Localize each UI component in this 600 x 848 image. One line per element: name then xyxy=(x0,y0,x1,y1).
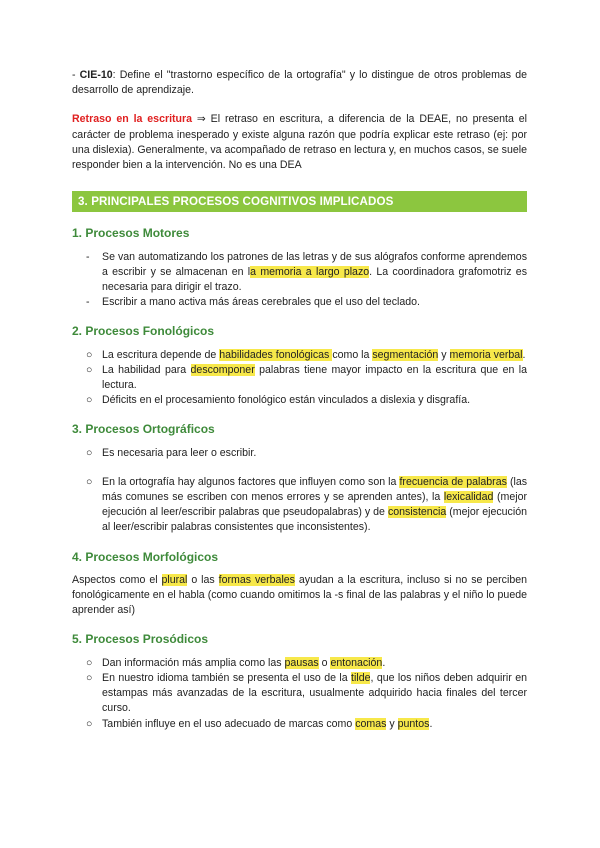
text: y xyxy=(438,348,450,361)
text: La escritura depende de xyxy=(102,348,220,361)
list-item xyxy=(72,475,527,536)
list-item xyxy=(72,295,527,310)
text: palabras tiene mayor impacto en la escritura que en la lectura. xyxy=(102,363,527,392)
highlight: consistencia xyxy=(387,506,447,519)
highlight: pausas xyxy=(284,656,319,669)
highlight: descomponer xyxy=(190,363,255,376)
dash: - xyxy=(72,69,80,81)
text: En nuestro idioma también se presenta el uso de la xyxy=(102,671,352,684)
retraso-text: ⇒ El retraso en escritura, a diferencia de la DEAE, no presenta el carácter de problema inesperado y existe alguna razón que podría explicar este retraso (ej: por una dislexia). Generalmente, va acompañado de retraso en lectura y, en muchos casos, se suele responder bien a la intervención. No es una DEA xyxy=(72,113,528,172)
text: . La coordinadora grafomotriz es necesaria para dirigir el trazo. xyxy=(102,265,527,294)
highlight: puntos xyxy=(397,717,430,730)
heading-fonologicos: 2. Procesos Fonológicos xyxy=(72,324,215,339)
highlight: comas xyxy=(355,717,387,730)
retraso-label: Retraso en la escritura xyxy=(72,113,193,126)
list-item xyxy=(72,250,527,296)
section-heading: 3. PRINCIPALES PROCESOS COGNITIVOS IMPLICADOS xyxy=(72,191,527,212)
highlight: a memoria a largo plazo xyxy=(250,265,370,278)
heading-motores: 1. Procesos Motores xyxy=(72,226,190,241)
cie-label: CIE-10 xyxy=(79,69,113,81)
highlight: tilde xyxy=(351,671,371,684)
list-prosodicos xyxy=(72,656,527,732)
morfologicos-paragraph xyxy=(72,573,527,619)
highlight: formas verbales xyxy=(218,573,295,586)
cie-text: : Define el "trastorno específico de la ortografía" y lo distingue de otros problemas de desarrollo de aprendizaje. xyxy=(72,69,527,97)
text: o xyxy=(318,656,331,669)
document-page xyxy=(72,68,527,732)
list-ortograficos xyxy=(72,446,527,536)
text: y xyxy=(386,717,398,730)
text: , que los niños deben adquirir en estampas más avanzadas de la escritura, usualmente adquirido hacia finales del tercer curso. xyxy=(102,671,527,715)
list-item xyxy=(72,363,527,393)
text: (mejor ejecución al leer/escribir palabras consistentes que inconsistentes). xyxy=(102,506,527,534)
text: ayudan a la escritura, incluso si no se perciben fonológicamente en el habla (como cuando omitimos la -s final de las palabras y el niño lo puede aprender así) xyxy=(72,573,527,617)
text: Déficits en el procesamiento fonológico están vinculados a dislexia y disgrafía. xyxy=(102,394,471,407)
circle-bullet: ○ xyxy=(86,446,93,459)
circle-bullet: ○ xyxy=(86,394,93,407)
circle-bullet: ○ xyxy=(86,656,93,669)
heading-prosodicos: 5. Procesos Prosódicos xyxy=(72,632,209,647)
text: También influye en el uso adecuado de marcas como xyxy=(102,717,356,730)
heading-ortograficos: 3. Procesos Ortográficos xyxy=(72,422,215,437)
highlight: segmentación xyxy=(372,348,439,361)
list-item xyxy=(72,671,527,717)
text: Aspectos como el xyxy=(72,573,162,586)
cie-paragraph xyxy=(72,68,527,98)
text: (las más comunes se escriben con menos errores y se aprenden antes), la xyxy=(102,475,528,504)
text: Dan información más amplia como las xyxy=(102,656,285,669)
text: . xyxy=(429,717,433,730)
highlight: entonación xyxy=(330,656,383,669)
circle-bullet: ○ xyxy=(86,363,93,376)
text: En la ortografía hay algunos factores que influyen como son la xyxy=(102,475,400,488)
highlight: lexicalidad xyxy=(443,491,494,504)
highlight: habilidades fonológicas xyxy=(219,348,333,361)
text: . xyxy=(382,656,386,669)
text: o las xyxy=(187,573,219,586)
text: . xyxy=(522,348,526,361)
text: La habilidad para xyxy=(102,363,191,376)
circle-bullet: ○ xyxy=(86,671,93,684)
list-fonologicos xyxy=(72,348,527,409)
text: Se van automatizando los patrones de las letras y de sus alógrafos conforme aprendemos a escribir y se almacenan en l xyxy=(102,250,527,278)
heading-morfologicos: 4. Procesos Morfológicos xyxy=(72,549,219,564)
list-item xyxy=(72,393,527,408)
list-item xyxy=(72,446,527,461)
list-motores xyxy=(72,250,527,311)
list-item xyxy=(72,656,527,671)
retraso-paragraph xyxy=(72,112,527,173)
circle-bullet: ○ xyxy=(86,717,93,730)
list-item xyxy=(72,717,527,732)
highlight: plural xyxy=(161,573,188,586)
highlight: frecuencia de palabras xyxy=(399,475,507,488)
list-item xyxy=(72,348,527,363)
circle-bullet: ○ xyxy=(86,348,93,361)
circle-bullet: ○ xyxy=(86,475,93,488)
text: como la xyxy=(332,348,373,361)
dash-bullet: - xyxy=(86,250,90,263)
text: Escribir a mano activa más áreas cerebrales que el uso del teclado. xyxy=(102,296,420,309)
text: (mejor ejecución al leer/escribir palabras que pseudopalabras) y de xyxy=(102,491,527,519)
dash-bullet: - xyxy=(86,296,90,309)
text: Es necesaria para leer o escribir. xyxy=(102,446,257,459)
highlight: memoria verbal xyxy=(449,348,523,361)
